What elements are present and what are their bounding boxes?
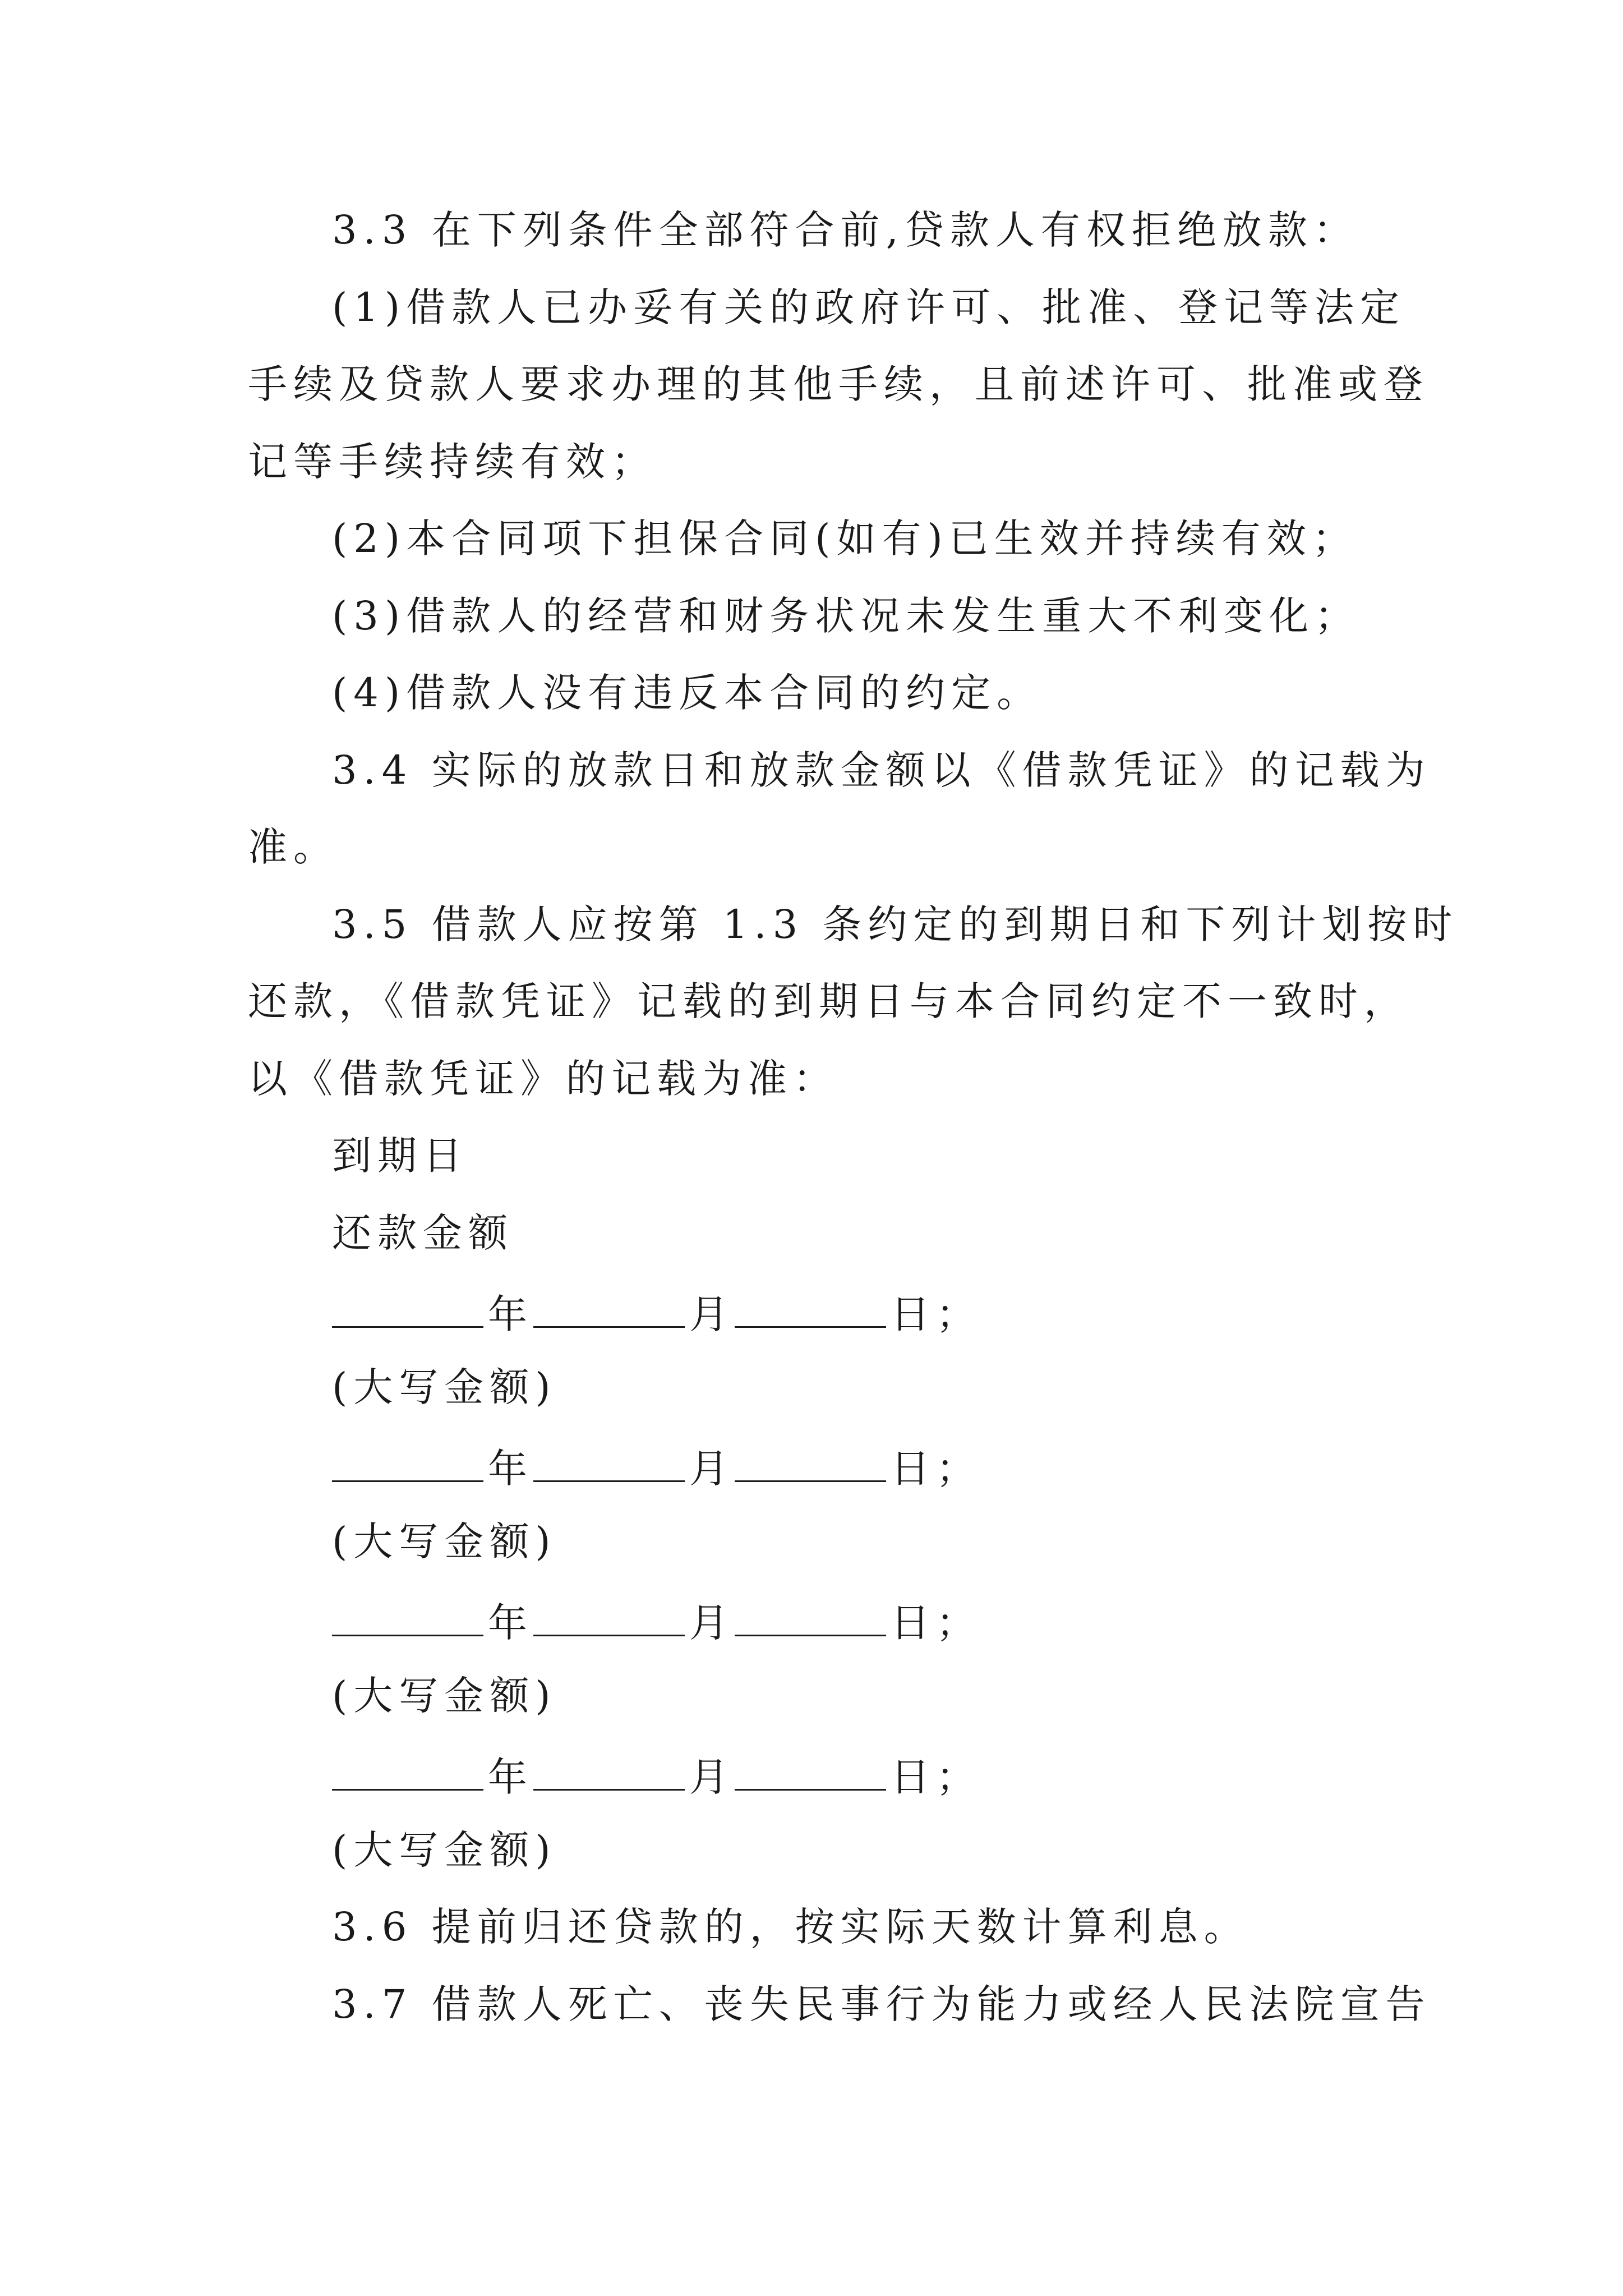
condition-4: (4)借款人没有违反本合同的约定。	[332, 670, 1043, 716]
clause-3-5-line-2: 还款，《借款凭证》记载的到期日与本合同约定不一致时，	[248, 978, 1409, 1024]
condition-1-line-1: (1)借款人已办妥有关的政府许可、批准、登记等法定	[332, 284, 1406, 330]
condition-1-line-2: 手续及贷款人要求办理的其他手续，且前述许可、批准或登	[248, 361, 1429, 407]
year-label: 年	[488, 1446, 533, 1492]
month-label: 月	[689, 1446, 735, 1492]
clause-3-4-line-1: 3.4 实际的放款日和放款金额以《借款凭证》的记载为	[332, 747, 1431, 793]
day-blank[interactable]	[735, 1753, 886, 1791]
year-blank[interactable]	[332, 1753, 483, 1791]
schedule-header-amount: 还款金额	[332, 1210, 514, 1256]
day-blank[interactable]	[735, 1599, 886, 1636]
condition-2: (2)本合同项下担保合同(如有)已生效并持续有效；	[332, 516, 1358, 562]
day-label: 日；	[891, 1600, 981, 1646]
month-blank[interactable]	[533, 1444, 685, 1482]
month-blank[interactable]	[533, 1290, 685, 1328]
clause-3-6: 3.6 提前归还贷款的，按实际天数计算利息。	[332, 1904, 1249, 1950]
schedule-amount-label: (大写金额)	[332, 1364, 557, 1410]
day-blank[interactable]	[735, 1444, 886, 1482]
year-blank[interactable]	[332, 1599, 483, 1636]
schedule-amount-label: (大写金额)	[332, 1827, 557, 1873]
clause-3-5-line-1: 3.5 借款人应按第 1.3 条约定的到期日和下列计划按时	[332, 901, 1459, 947]
month-label: 月	[689, 1600, 735, 1646]
condition-3: (3)借款人的经营和财务状况未发生重大不利变化；	[332, 593, 1361, 639]
month-blank[interactable]	[533, 1599, 685, 1636]
schedule-date-row	[332, 1444, 981, 1492]
schedule-header-due-date: 到期日	[332, 1133, 468, 1179]
year-label: 年	[488, 1600, 533, 1646]
year-label: 年	[488, 1291, 533, 1337]
day-blank[interactable]	[735, 1290, 886, 1328]
month-blank[interactable]	[533, 1753, 685, 1791]
schedule-date-row	[332, 1599, 981, 1646]
schedule-date-row	[332, 1290, 981, 1337]
clause-3-3: 3.3 在下列条件全部符合前,贷款人有权拒绝放款：	[332, 207, 1359, 253]
year-label: 年	[488, 1754, 533, 1800]
month-label: 月	[689, 1291, 735, 1337]
clause-3-7: 3.7 借款人死亡、丧失民事行为能力或经人民法院宣告	[332, 1981, 1431, 2027]
schedule-date-row	[332, 1753, 981, 1800]
condition-1-line-3: 记等手续持续有效；	[248, 439, 657, 485]
year-blank[interactable]	[332, 1444, 483, 1482]
clause-3-4-line-2: 准。	[248, 824, 339, 870]
schedule-amount-label: (大写金额)	[332, 1519, 557, 1565]
day-label: 日；	[891, 1754, 981, 1800]
schedule-amount-label: (大写金额)	[332, 1673, 557, 1719]
day-label: 日；	[891, 1291, 981, 1337]
clause-3-5-line-3: 以《借款凭证》的记载为准：	[248, 1056, 838, 1102]
day-label: 日；	[891, 1446, 981, 1492]
year-blank[interactable]	[332, 1290, 483, 1328]
month-label: 月	[689, 1754, 735, 1800]
